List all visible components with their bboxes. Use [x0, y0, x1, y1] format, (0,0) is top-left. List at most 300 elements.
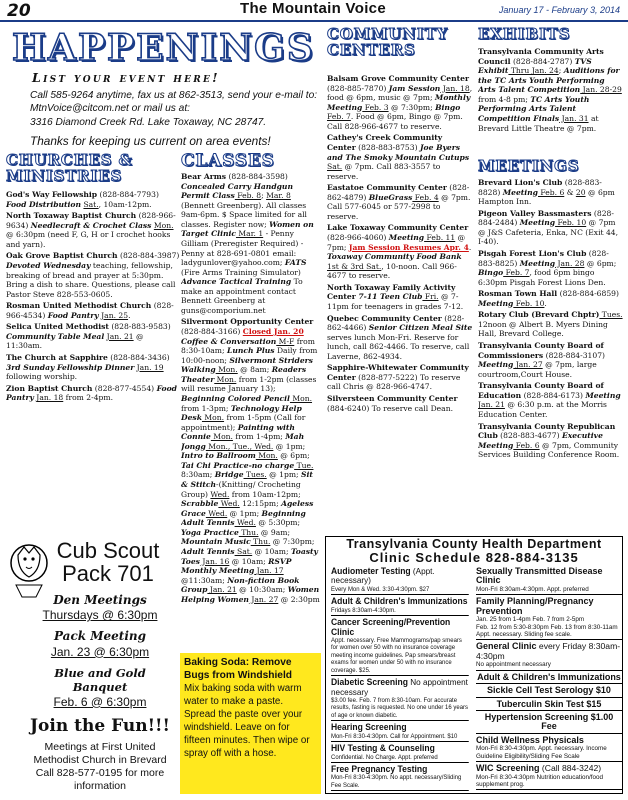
entry-text: @ 7-11pm for teenagers in grades 7-12. [327, 292, 464, 311]
entry-text: @ 11:30am. [6, 331, 144, 351]
event-name: Food Pantry [47, 310, 99, 320]
soda-title: Baking Soda: Remove Bugs from Windshield [184, 657, 293, 682]
entry-text: @ 6pm Hampton Inn. [478, 187, 615, 207]
entry-name: Sapphire-Whitewater Community Center [327, 363, 469, 382]
event-date: Sat. [327, 162, 343, 172]
event-name: TC Arts Youth Performing Arts Talent Competition Finals [478, 94, 590, 123]
health-left-column [331, 567, 469, 793]
entry-text: @ 9am; [258, 527, 291, 537]
event-date: M-F [276, 336, 295, 346]
highlight-note: Jam Session Resumes Apr. 4 [348, 242, 469, 252]
entry-text: , 10-noon. Call 966-4677 to reserve. [327, 261, 457, 281]
clinic-item [331, 744, 469, 763]
clinic-name [476, 764, 622, 773]
event-date: Jan. 31 [559, 113, 589, 123]
event-date: Jan. 16 [199, 556, 230, 566]
clinic-item [331, 678, 469, 721]
clinic-name [476, 700, 622, 709]
entry-text: from 1-5pm (Call for appointment); [181, 413, 306, 432]
clinic-note: every Friday 8:30am-4:30pm [476, 641, 621, 661]
entry-text: @ 7:30pm; [388, 102, 436, 112]
event-date: Mon. [153, 220, 174, 230]
clinic-item [331, 765, 469, 791]
event-date: Tues. [599, 310, 623, 320]
event-date: Feb. 10 [555, 218, 587, 228]
entry-text: from 10am-12pm; [229, 489, 301, 499]
event-name: Painting with Connie [181, 422, 295, 442]
clinic-detail: $3.00 fee. Feb. 7 from 8:30-10am. For accurate results, fasting is requested. No one under 16 years of age or known diabetic. [331, 696, 469, 719]
scout-emblem-icon [6, 541, 52, 599]
entry-name: Rosman Town Hall [478, 289, 558, 299]
clinic-name [331, 567, 469, 586]
list-item [478, 249, 624, 287]
entry-text: from 8:30-10am; [181, 336, 315, 356]
event-name: Technology Help Desk [181, 403, 302, 423]
entry-text: @ 1pm; [273, 441, 306, 451]
pack-meeting: Pack Meeting [53, 629, 147, 644]
den-when: Thursdays @ 6:30pm [42, 608, 158, 623]
entry-text: @ 6pm; [584, 258, 617, 268]
entry-name: North Toxaway Family Activity Center [327, 282, 456, 302]
clinic-item [476, 686, 622, 697]
classes-list [181, 172, 322, 652]
entry-text: (828-884-3107) [543, 350, 605, 360]
clinic-title: Child Wellness Physicals [476, 734, 584, 745]
event-date: Feb. 4 [412, 192, 439, 202]
entry-text: @ 1pm; [227, 508, 262, 518]
community-list [327, 74, 473, 532]
clinic-item [476, 597, 622, 640]
churches-heading: CHURCHES & MINISTRIES [6, 151, 133, 185]
event-date: Jan. 18 [440, 83, 470, 93]
exhibits-heading: EXHIBITS [478, 25, 571, 43]
entry-text: (828-884-3166) [181, 327, 243, 336]
entry-text: @ 7:30pm; [270, 537, 315, 547]
entry-text: serves lunch Mon-Fri. Reserve for lunch, call 862-4466. To reserve, call Laverne, 862-4934. [327, 332, 470, 361]
entry-name: Eastatoe Community Center [327, 183, 447, 193]
entry-name: Silvermont Opportunity Center [181, 317, 314, 327]
entry-name: God's Way Fellowship [6, 190, 98, 199]
event-date: Feb. 6 [513, 440, 540, 450]
event-name: Coffee & Conversation [181, 336, 277, 346]
entry-text: (828-877-4554) [92, 383, 157, 393]
list-item [327, 394, 473, 413]
entry-text: (828-884-2787) [510, 56, 575, 66]
clinic-name [476, 713, 622, 732]
entry-text: @ 1pm; [266, 470, 302, 480]
entry-text: @ 7pm; [327, 233, 466, 252]
contact-address: 3316 Diamond Creek Rd. Lake Toxaway, NC 28747. [30, 116, 267, 128]
entry-text: ; [261, 191, 267, 201]
event-date: Mon. [289, 393, 313, 403]
entry-name: Transylvania Community Arts Council [478, 47, 604, 66]
clinic-title: Tuberculin Skin Test $15 [496, 698, 602, 709]
entry-text: (828-884-6859) [557, 289, 619, 299]
entry-text: . [544, 298, 547, 308]
health-title: Transylvania County Health Department [346, 537, 602, 551]
event-date: Jan. 21 [207, 585, 237, 595]
list-item [327, 283, 473, 312]
entry-text: - Penny Gilliam (Preregister Required) - Penny at 828-691-0801 email: ladygunlover@yahoo.com; [181, 229, 304, 268]
entry-text: , 10am-12pm. [98, 199, 152, 209]
entry-text: @ 6pm; [277, 451, 310, 461]
event-name: Meeting [519, 258, 556, 268]
event-name: Senior Citizen Meal Site [368, 323, 473, 333]
clinic-title: Free Pregnancy Testing [331, 763, 428, 774]
event-name: Devoted Wednesday [6, 260, 91, 270]
clinic-item [331, 597, 469, 616]
clinic-detail: No appointment necessary [476, 661, 551, 669]
entry-text: from 4-8 pm; [478, 94, 531, 104]
entry-name: Lake Toxaway Community Center [327, 223, 469, 233]
contact-info [30, 89, 330, 129]
event-name: Food Pantry [6, 383, 177, 403]
entry-text: @ 10am; [252, 546, 291, 556]
scout-title-2: Pack 701 [62, 561, 154, 587]
clinic-title: Family Planning/Pregnancy Prevention [476, 596, 594, 616]
page-number: 20 [7, 1, 31, 21]
entry-text: @ 8am; [237, 365, 272, 375]
entry-text: (884-6240) To reserve call Dean. [327, 403, 453, 413]
event-date: Mon. [215, 365, 238, 375]
event-date: Jan. 18 [36, 393, 64, 403]
event-name: Ageless Grace [181, 499, 314, 518]
event-date: 1st & 3rd Sat. [327, 261, 382, 271]
clinic-name [476, 673, 622, 682]
event-date: Wed. [205, 508, 228, 518]
clinic-title: Hearing Screening [331, 722, 407, 733]
clinic-item [331, 567, 469, 595]
entry-name: Transylvania County Board of Commissioners [478, 341, 604, 360]
clinic-detail: Mon-Fri 8:30-4:30pm. Appt. necessary. Income Guideline Eligibility/Sliding Fee Scale [476, 745, 607, 760]
clinic-name [476, 686, 622, 695]
event-name: FATS [284, 258, 307, 268]
entry-text: from 2-4pm. [63, 393, 113, 403]
event-date: Jan. 28 [555, 258, 585, 268]
clinic-item [331, 723, 469, 742]
entry-name: Balsam Grove Community Center [327, 74, 469, 83]
event-name: Meeting [388, 233, 425, 242]
list-item [478, 178, 624, 207]
entry-text: 12noon @ Albert B. Myers Dining Hall, Brevard College. [478, 319, 608, 339]
event-name: Community Table Meal [6, 331, 105, 341]
entry-text: 8:30am; [181, 470, 215, 480]
happenings-subtitle: List your event here! [32, 70, 220, 85]
clinic-detail: Mon-Fri 8:30-4:30pm Nutrition education/food supplement prog. [476, 773, 604, 789]
event-date: Jan. 19 [136, 362, 164, 372]
event-name: Meeting [478, 360, 514, 370]
banquet: Blue and Gold Banquet [54, 665, 146, 695]
event-name: Adult Tennis [181, 546, 235, 556]
entry-text: (828-883-9583) [108, 322, 171, 332]
event-date: Jan. 27 [513, 360, 543, 370]
entry-text: (828-884-3987) [117, 251, 180, 261]
event-name: Auditions for the TC Arts Youth Performing Arts Talent Competition [478, 66, 620, 95]
event-name: Yoga Practice [181, 527, 239, 537]
clinic-name [331, 765, 469, 774]
event-name: Silvermont Striders Walking [181, 355, 313, 375]
entry-text: (828-883-8828) [478, 178, 602, 197]
entry-text: ; [558, 66, 564, 76]
entry-name: Zion Baptist Church [6, 383, 93, 393]
clinic-note: No appointment necessary [331, 677, 468, 697]
event-date: Tue. [294, 460, 314, 470]
list-item [478, 47, 624, 133]
event-name: Advance Tactical Training [181, 277, 292, 287]
entry-text: @11:30am; [181, 575, 228, 585]
entry-text: at Brevard Little Theatre @ 7pm. [478, 113, 599, 133]
entry-name: Transylvania County Republican Club [478, 421, 616, 441]
event-name: Lunch Plus [226, 346, 275, 356]
clinic-name [476, 642, 622, 661]
page-header [0, 0, 628, 22]
health-dept-schedule [325, 536, 623, 794]
entry-text: from 1-3pm; [181, 403, 231, 413]
event-name: Beginning Colored Pencil [181, 393, 290, 403]
event-name: Women Helping Women [181, 585, 320, 604]
event-name: Non-fiction Book Group [181, 575, 300, 595]
entry-text: @ 2:30pm [278, 594, 320, 604]
entry-name: Quebec Community Center [327, 313, 442, 323]
entry-text: (828-883-4677) [497, 431, 562, 441]
clinic-title: Sexually Transmitted Disease Clinic [476, 566, 603, 586]
clinic-item [476, 700, 622, 711]
clinic-name [331, 597, 469, 606]
event-date: Jan. 28-29 [580, 85, 622, 95]
list-item [6, 251, 180, 299]
clinic-detail: Fridays 8:30am-4:30pm. [331, 606, 396, 614]
event-date: Jan. 27 [248, 594, 279, 604]
clinic-title: Diabetic Screening [331, 677, 408, 688]
event-name: Executive Meeting [478, 431, 603, 450]
list-item [327, 314, 473, 362]
clinic-item [476, 713, 622, 734]
event-name: RSVP Monthly Meeting [181, 556, 292, 576]
event-date: Sat. [234, 546, 253, 556]
entry-name: Brevard Lion's Club [478, 178, 563, 187]
entry-text: @ 6:30pm (need F, G, H or I crochet hooks and yarn). [6, 230, 171, 249]
entry-text: (828-966-4534) [6, 301, 174, 320]
clinic-title: Sickle Cell Test Serology $10 [487, 685, 611, 696]
entry-text: -(Knitting/ Crocheting Group) [181, 480, 301, 499]
event-name: Toxaway Community Food Bank [327, 252, 462, 262]
list-item [327, 74, 473, 131]
clinic-detail: Feb. 12 from 5:30-8:30pm Feb. 13 from 8:30-11am [476, 623, 618, 631]
event-name: Women on Target Clinic [181, 219, 314, 239]
event-date: Wed. [234, 518, 256, 528]
thanks-line: Thanks for keeping us current on area events! [30, 134, 271, 148]
entry-text: . Food @ 6pm, Bingo @ 7pm. Call 828-966-4677 to reserve. [327, 112, 463, 131]
event-date: Feb. 6 [538, 187, 565, 197]
entry-text: To make an appointment contact Bennett Greenberg at guns@comporium.net [181, 277, 303, 315]
event-date: Thu. [250, 537, 271, 547]
list-item [6, 301, 180, 320]
list-item [6, 384, 180, 403]
entry-text: & [564, 187, 576, 197]
list-item [6, 322, 180, 351]
event-name: Beginning Adult Tennis [181, 508, 306, 528]
entry-text: (828-885-7870) [327, 83, 389, 93]
entry-text: @ 10:30am; [236, 585, 288, 595]
event-name: BlueGrass [368, 192, 413, 202]
clinic-name [476, 736, 622, 745]
event-name: Bingo [435, 102, 461, 112]
clinic-detail: Appt. necessary. Free Mammograms/pap smears for women over 50 with no insurance coverage meeting income guidelines. Pap smears/breast exams for women under 50 with no insurance coverage. $25. [331, 637, 462, 674]
event-name: TVS Exhibit [478, 56, 592, 76]
entry-text: following worship. [6, 372, 78, 382]
event-name: Mah Jongg [181, 432, 305, 451]
event-name: Monthly Meeting [327, 93, 471, 112]
clinic-item [331, 618, 469, 676]
list-item [478, 422, 624, 460]
event-name: Mountain Music [181, 537, 251, 547]
clinic-item [476, 673, 622, 684]
community-heading: COMMUNITY CENTERS [327, 25, 449, 59]
event-name: Meeting [519, 218, 556, 228]
event-name: Joe Byers and The Smoky Mountain Cutups [327, 142, 470, 162]
event-date: Thu. [238, 527, 259, 537]
entry-name: The Church at Sapphire [6, 353, 108, 362]
event-date: Fri. [422, 292, 439, 302]
clinic-detail: Every Mon & Wed. 3:30-4:30pm. $27 [331, 585, 430, 593]
clinic-title: Adult & Children's Immunizations [477, 671, 621, 682]
churches-list [6, 190, 180, 536]
clinic-detail: Confidential. No Charge. Appt. preferred [331, 753, 438, 761]
clinic-detail: Mon-Fri 8:30am-4:30pm. Appt. preferred [476, 585, 589, 593]
entry-text: (828-883-8753) [355, 142, 420, 152]
entry-text: from 1-4pm; [232, 432, 286, 442]
scout-title-1: Cub Scout [56, 538, 160, 563]
entry-text: , food 6pm bingo 6:30pm Pisgah Forest Lions Den. [478, 268, 606, 287]
entry-text: (Bennett Greenberg). All classes 9am-6pm. $ Space limited for all classes. Register now; [181, 200, 307, 229]
entry-text: (828-966-9634) [6, 211, 176, 230]
baking-soda-tip [180, 653, 321, 794]
pack-when: Jan. 23 @ 6:30pm [50, 644, 150, 659]
event-name: 3rd Sunday Fellowship Dinner [6, 362, 135, 372]
contact-call: Call 585-9264 anytime, fax us at 862-3513, send your e-mail to: MtnVoice@citcom.net or mail us at: [30, 90, 318, 115]
classes-heading: CLASSES [181, 151, 275, 171]
event-name: Readers Theater [181, 365, 307, 384]
list-item [6, 353, 180, 382]
entry-name: North Toxaway Baptist Church [6, 211, 137, 221]
event-name: Jam Session [388, 83, 441, 93]
event-name: Meeting [478, 298, 514, 308]
event-date: Jan. 17 [254, 566, 284, 576]
event-date: Mon. [214, 374, 237, 384]
event-date: Feb. 3 [362, 102, 389, 112]
entry-text: @ 5:30pm; [255, 518, 301, 528]
event-date: Mon., Tue., Wed. [205, 441, 274, 451]
list-item [478, 310, 624, 339]
entry-name: Silversteen Community Center [327, 394, 458, 403]
event-date: Feb. 7 [503, 268, 530, 278]
entry-text: from 1-2pm (classes will resume January 13); [181, 374, 317, 394]
list-item [327, 363, 473, 392]
clinic-name [331, 723, 469, 732]
list-item [327, 133, 473, 181]
entry-name: Transylvania County Board of Education [478, 381, 604, 400]
list-item [6, 211, 180, 249]
event-date: Feb. 7 [327, 112, 351, 122]
scout-info: Meetings at First United Methodist Church in Brevard Call 828-577-0195 for more information [33, 741, 167, 793]
clinic-item [476, 567, 622, 595]
entry-text: 12:15pm; [239, 499, 282, 509]
event-name: Needlecraft & Crochet Class [30, 220, 152, 230]
entry-text: . [128, 310, 131, 320]
event-date: Feb. 8 [234, 191, 262, 201]
entry-text: (828-884-2484) [478, 208, 614, 228]
clinic-title: Adult & Children's Immunizations [331, 596, 468, 607]
event-name: Meeting [502, 187, 538, 197]
event-name: Meeting [585, 390, 621, 400]
entry-text: (Fire Arms Training Simulator) [181, 267, 301, 277]
event-date: Mon. [210, 432, 233, 442]
issue-date: January 17 - February 3, 2014 [498, 5, 620, 15]
event-date: Feb. 10 [513, 298, 545, 308]
clinic-name [476, 597, 622, 616]
clinic-title: Hypertension Screening $1.00 Fee [484, 712, 614, 732]
entry-name: Cathey's Creek Community Center [327, 133, 443, 152]
den-meetings: Den Meetings [53, 593, 147, 608]
list-item [478, 341, 624, 379]
clinic-detail: Mon-Fri 8:30-4:30pm. No appt. necessary/Sliding Fee Scale. [331, 774, 462, 789]
event-name: Toasty Toes [181, 546, 318, 566]
masthead: The Mountain Voice [240, 0, 386, 17]
entry-text: @ 7pm @ J&S Cafeteria, Enka, NC (Exit 44, I-40). [478, 218, 619, 247]
entry-text: (828-862-4879) [327, 183, 470, 202]
entry-name: Selica United Methodist [6, 322, 109, 332]
entry-text: (828-862-4466) [327, 313, 465, 333]
entry-text: @ 7pm, Community Services Building Conference Room. [478, 440, 620, 460]
entry-text: @ 6:30 p.m. at the Morris Education Center. [478, 400, 607, 419]
meetings-list [478, 178, 624, 534]
entry-text: (828-883-8825) [478, 248, 609, 268]
clinic-title: Audiometer Testing [331, 566, 411, 576]
list-item [478, 289, 624, 308]
join-fun: Join the Fun!!! [30, 715, 170, 736]
entry-text: teaching, fellowship, breaking of bread and prayer at 5:30pm. Bring a dish to share. Questions, please call Pastor Steve 828-553-0605. [6, 260, 176, 299]
clinic-note: (Appt. necessary) [331, 566, 435, 586]
clinic-title: Cancer Screening/Prevention Clinic [331, 617, 451, 637]
event-date: Wed. [210, 489, 230, 499]
entry-name: Bear Arms [181, 172, 227, 181]
entry-name: Pisgah Forest Lion's Club [478, 248, 587, 258]
clinic-name [331, 618, 469, 637]
entry-text: (828-877-5222) To reserve call Chris @ 828-966-4747. [327, 372, 461, 392]
clinic-name [331, 678, 469, 697]
list-item [327, 183, 473, 221]
entry-name: Oak Grove Baptist Church [6, 251, 118, 261]
event-date: Jan. 21 [106, 331, 134, 341]
event-date: Mar. 8 [266, 191, 291, 201]
clinic-name [331, 744, 469, 753]
entry-name: Pigeon Valley Bassmasters [478, 208, 592, 218]
event-name: Scrabble [181, 499, 219, 509]
clinic-detail: Jan. 25 from 1-4pm Feb. 7 from 2-5pm [476, 616, 585, 624]
event-date: Mar. 1 [235, 229, 264, 239]
health-subtitle: Clinic Schedule 828-884-3135 [369, 550, 579, 566]
clinic-title: General Clinic [476, 641, 537, 652]
entry-text: . [468, 242, 472, 252]
entry-name: Rotary Club (Brevard Chptr) [478, 310, 600, 320]
highlight-note: Closed Jan. 20 [242, 327, 304, 336]
entry-text: (828-884-7793) [97, 190, 159, 199]
event-name: Bingo [478, 268, 504, 278]
clinic-name [476, 567, 622, 586]
clinic-title: HIV Testing & Counseling [331, 743, 435, 754]
event-date: 20 [575, 187, 586, 197]
event-date: Feb. 11 [424, 233, 456, 242]
